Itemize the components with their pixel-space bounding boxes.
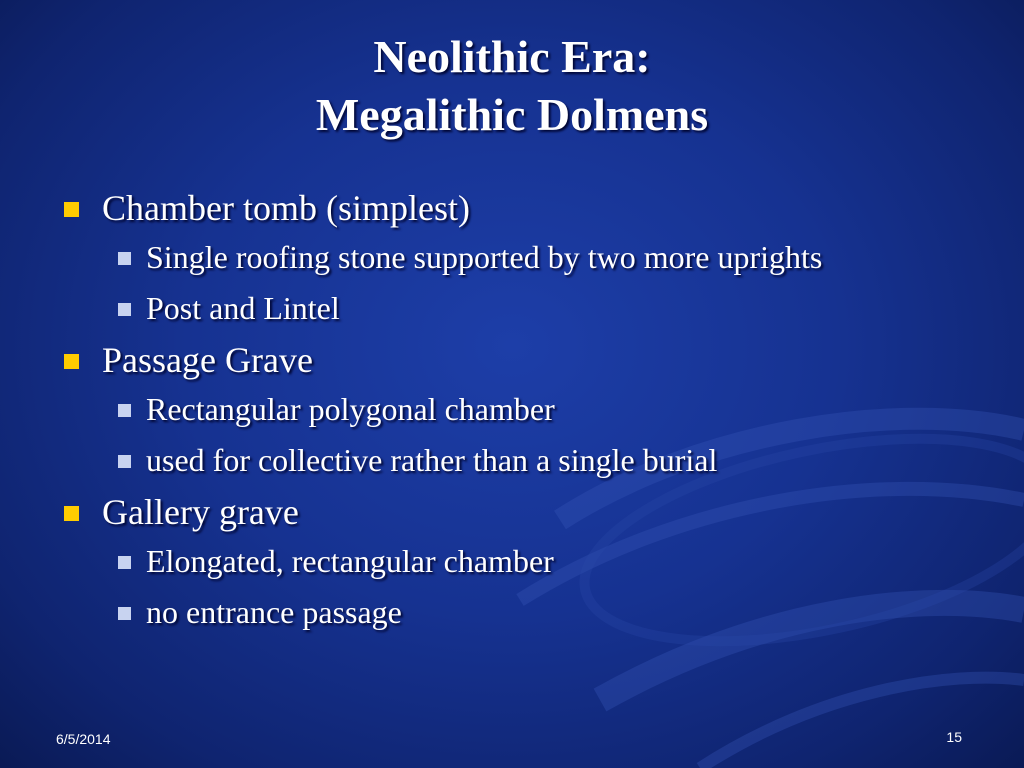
bullet-group-passage-grave: [62, 338, 1002, 481]
sub-bullet-item: [62, 388, 1002, 430]
sub-bullet-item: [62, 591, 1002, 633]
bullet-item: [62, 490, 1002, 534]
sub-bullet-text: Single roofing stone supported by two more uprights: [146, 239, 823, 275]
bullet-text: Passage Grave: [102, 340, 313, 380]
square-bullet-icon: [64, 354, 79, 369]
bullet-text: Chamber tomb (simplest): [102, 188, 470, 228]
bullet-group-gallery-grave: [62, 490, 1002, 633]
sub-bullet-text: Elongated, rectangular chamber: [146, 543, 554, 579]
bullet-group-chamber-tomb: [62, 186, 1002, 329]
sub-bullet-item: [62, 287, 1002, 329]
slide-title: [0, 28, 1024, 144]
sub-bullet-text: Post and Lintel: [146, 290, 340, 326]
sub-bullet-text: Rectangular polygonal chamber: [146, 391, 555, 427]
sub-bullet-text: no entrance passage: [146, 594, 402, 630]
sub-bullet-item: [62, 439, 1002, 481]
slide-number: 15: [946, 729, 962, 745]
square-bullet-icon: [64, 202, 79, 217]
sub-bullet-item: [62, 540, 1002, 582]
square-bullet-icon: [118, 404, 131, 417]
sub-bullet-text: used for collective rather than a single burial: [146, 442, 718, 478]
bullet-item: [62, 186, 1002, 230]
title-line-2: Megalithic Dolmens: [315, 89, 709, 140]
square-bullet-icon: [118, 252, 131, 265]
title-line-1: Neolithic Era:: [373, 31, 651, 82]
square-bullet-icon: [118, 607, 131, 620]
sub-bullet-item: [62, 236, 1002, 278]
bullet-list: [62, 186, 1002, 642]
square-bullet-icon: [64, 506, 79, 521]
square-bullet-icon: [118, 303, 131, 316]
slide-date: 6/5/2014: [56, 731, 111, 747]
square-bullet-icon: [118, 556, 131, 569]
bullet-text: Gallery grave: [102, 492, 299, 532]
square-bullet-icon: [118, 455, 131, 468]
bullet-item: [62, 338, 1002, 382]
